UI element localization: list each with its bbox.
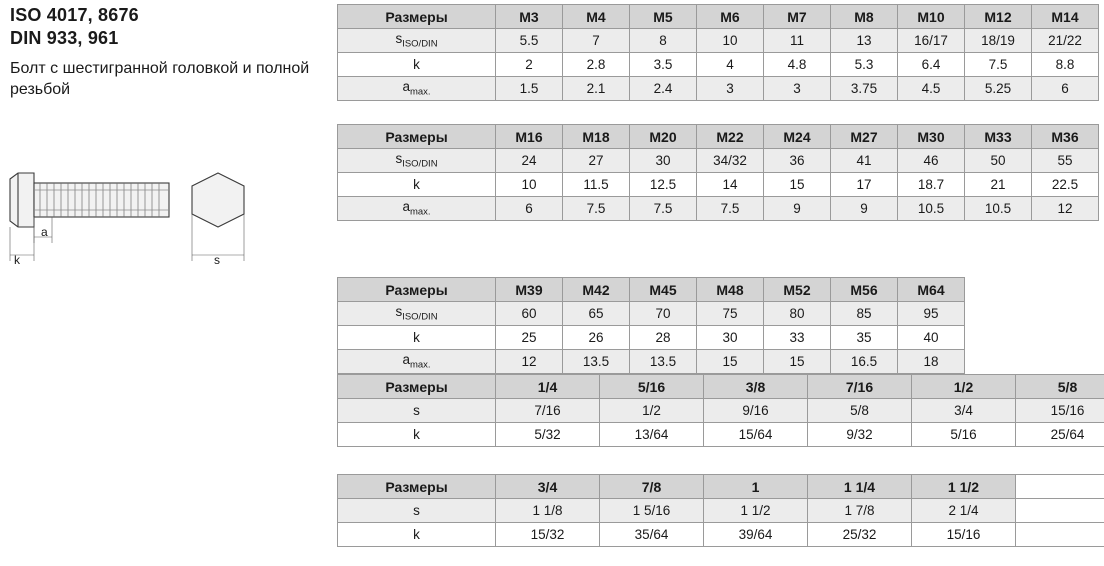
- cell: 2.8: [563, 53, 630, 77]
- cell: 25/64: [1016, 423, 1104, 447]
- row-label-a-max: $a_{max.}$: [338, 197, 496, 221]
- col-header: M27: [831, 125, 898, 149]
- cell-empty: [1016, 499, 1104, 523]
- cell: 3.5: [630, 53, 697, 77]
- col-header: 1 1/2: [912, 475, 1016, 499]
- col-header: M42: [563, 278, 630, 302]
- cell: 25/32: [808, 523, 912, 547]
- table-row: [338, 423, 1104, 447]
- table-row: [338, 53, 1099, 77]
- col-header: M8: [831, 5, 898, 29]
- cell: 7.5: [965, 53, 1032, 77]
- cell: 26: [563, 326, 630, 350]
- cell: 85: [831, 302, 898, 326]
- cell: 35: [831, 326, 898, 350]
- cell: 9/32: [808, 423, 912, 447]
- cell: 4.8: [764, 53, 831, 77]
- cell: 10.5: [898, 197, 965, 221]
- standard-line-1: ISO 4017, 8676: [10, 5, 139, 25]
- dim-label-k: k: [14, 253, 20, 267]
- cell: 10.5: [965, 197, 1032, 221]
- table-header-row: [338, 125, 1099, 149]
- cell: 16.5: [831, 350, 898, 374]
- table-row: [338, 149, 1099, 173]
- col-header: M16: [496, 125, 563, 149]
- row-label-s: s: [338, 499, 496, 523]
- col-header: M36: [1032, 125, 1099, 149]
- cell: 18/19: [965, 29, 1032, 53]
- cell: 2 1/4: [912, 499, 1016, 523]
- col-header: Размеры: [338, 375, 496, 399]
- cell: 4.5: [898, 77, 965, 101]
- cell: 65: [563, 302, 630, 326]
- cell: 9: [764, 197, 831, 221]
- col-header: 1 1/4: [808, 475, 912, 499]
- row-label-k: k: [338, 173, 496, 197]
- table-row: [338, 173, 1099, 197]
- cell: 70: [630, 302, 697, 326]
- cell: 18.7: [898, 173, 965, 197]
- col-header: M56: [831, 278, 898, 302]
- dim-label-a: a: [41, 225, 48, 239]
- cell: 15/32: [496, 523, 600, 547]
- cell: 15: [764, 350, 831, 374]
- cell: 2.1: [563, 77, 630, 101]
- cell: 21/22: [1032, 29, 1099, 53]
- table-row: [338, 197, 1099, 221]
- col-header: M33: [965, 125, 1032, 149]
- col-header: M22: [697, 125, 764, 149]
- cell: 5/32: [496, 423, 600, 447]
- cell: 5/16: [912, 423, 1016, 447]
- cell: 5/8: [808, 399, 912, 423]
- col-header: Размеры: [338, 475, 496, 499]
- col-header: M39: [496, 278, 563, 302]
- cell: 15/16: [1016, 399, 1104, 423]
- cell: 3: [764, 77, 831, 101]
- col-header: Размеры: [338, 125, 496, 149]
- cell: 7.5: [630, 197, 697, 221]
- cell: 34/32: [697, 149, 764, 173]
- cell: 55: [1032, 149, 1099, 173]
- cell: 6: [1032, 77, 1099, 101]
- table-header-row: [338, 475, 1104, 499]
- col-header: 1: [704, 475, 808, 499]
- product-info-block: [10, 4, 330, 100]
- cell: 1.5: [496, 77, 563, 101]
- cell: 15: [764, 173, 831, 197]
- cell: 75: [697, 302, 764, 326]
- table-header-row: [338, 278, 965, 302]
- cell: 15/16: [912, 523, 1016, 547]
- row-label-s-iso-din: $s_{ISO/DIN}$: [338, 149, 496, 173]
- cell: 21: [965, 173, 1032, 197]
- col-header: M3: [496, 5, 563, 29]
- cell: 10: [697, 29, 764, 53]
- col-header: 5/16: [600, 375, 704, 399]
- cell: 13: [831, 29, 898, 53]
- cell: 24: [496, 149, 563, 173]
- row-label-k: k: [338, 423, 496, 447]
- cell: 7.5: [697, 197, 764, 221]
- cell: 60: [496, 302, 563, 326]
- col-header: M48: [697, 278, 764, 302]
- table-inch-1: [337, 374, 1104, 447]
- cell: 3: [697, 77, 764, 101]
- table-row: [338, 523, 1104, 547]
- row-label-k: k: [338, 53, 496, 77]
- table-metric-3: [337, 277, 965, 374]
- table-header-row: [338, 5, 1099, 29]
- cell: 14: [697, 173, 764, 197]
- cell: 1 7/8: [808, 499, 912, 523]
- cell: 3/4: [912, 399, 1016, 423]
- hex-head-bolt-full-thread-icon: [0, 165, 330, 275]
- col-header: Размеры: [338, 5, 496, 29]
- row-label-s-iso-din: $s_{ISO/DIN}$: [338, 302, 496, 326]
- cell: 1/2: [600, 399, 704, 423]
- row-label-s: s: [338, 399, 496, 423]
- table-row: [338, 326, 965, 350]
- cell: 7: [563, 29, 630, 53]
- cell: 11.5: [563, 173, 630, 197]
- cell: 13.5: [563, 350, 630, 374]
- cell: 5.3: [831, 53, 898, 77]
- cell: 41: [831, 149, 898, 173]
- cell: 27: [563, 149, 630, 173]
- cell: 5.25: [965, 77, 1032, 101]
- dim-label-s: s: [214, 253, 220, 267]
- cell: 9: [831, 197, 898, 221]
- cell: 9/16: [704, 399, 808, 423]
- cell: 95: [898, 302, 965, 326]
- cell: 2.4: [630, 77, 697, 101]
- table-metric-2: [337, 124, 1099, 221]
- cell: 2: [496, 53, 563, 77]
- col-header-empty: [1016, 475, 1104, 499]
- col-header: M14: [1032, 5, 1099, 29]
- cell: 50: [965, 149, 1032, 173]
- cell: 80: [764, 302, 831, 326]
- table-row: [338, 77, 1099, 101]
- cell: 18: [898, 350, 965, 374]
- col-header: 5/8: [1016, 375, 1104, 399]
- cell: 33: [764, 326, 831, 350]
- table-row: [338, 350, 965, 374]
- cell: 16/17: [898, 29, 965, 53]
- col-header: M5: [630, 5, 697, 29]
- row-label-k: k: [338, 326, 496, 350]
- table-metric-1: [337, 4, 1099, 101]
- col-header: M18: [563, 125, 630, 149]
- cell: 6.4: [898, 53, 965, 77]
- col-header: 7/8: [600, 475, 704, 499]
- cell: 17: [831, 173, 898, 197]
- table-row: [338, 29, 1099, 53]
- cell: 10: [496, 173, 563, 197]
- table-row: [338, 399, 1104, 423]
- col-header: M24: [764, 125, 831, 149]
- col-header: M30: [898, 125, 965, 149]
- cell: 15: [697, 350, 764, 374]
- cell: 35/64: [600, 523, 704, 547]
- cell: 28: [630, 326, 697, 350]
- cell: 36: [764, 149, 831, 173]
- cell: 40: [898, 326, 965, 350]
- col-header: M45: [630, 278, 697, 302]
- col-header: 3/4: [496, 475, 600, 499]
- bolt-drawing: [0, 165, 330, 275]
- cell: 22.5: [1032, 173, 1099, 197]
- cell: 12: [496, 350, 563, 374]
- row-label-a-max: $a_{max.}$: [338, 77, 496, 101]
- col-header: M20: [630, 125, 697, 149]
- product-description: Болт с шестигранной головкой и полной резьбой: [10, 60, 310, 98]
- col-header: M64: [898, 278, 965, 302]
- cell: 12: [1032, 197, 1099, 221]
- cell: 6: [496, 197, 563, 221]
- col-header: M4: [563, 5, 630, 29]
- table-row: [338, 499, 1104, 523]
- cell: 46: [898, 149, 965, 173]
- cell: 8.8: [1032, 53, 1099, 77]
- cell: 15/64: [704, 423, 808, 447]
- cell: 30: [697, 326, 764, 350]
- col-header: M6: [697, 5, 764, 29]
- cell: 4: [697, 53, 764, 77]
- standard-line-2: DIN 933, 961: [10, 28, 119, 48]
- cell-empty: [1016, 523, 1104, 547]
- cell: 11: [764, 29, 831, 53]
- table-header-row: [338, 375, 1104, 399]
- col-header: M10: [898, 5, 965, 29]
- col-header: 1/4: [496, 375, 600, 399]
- table-row: [338, 302, 965, 326]
- cell: 25: [496, 326, 563, 350]
- row-label-k: k: [338, 523, 496, 547]
- cell: 5.5: [496, 29, 563, 53]
- col-header: M7: [764, 5, 831, 29]
- row-label-a-max: $a_{max.}$: [338, 350, 496, 374]
- cell: 1 1/8: [496, 499, 600, 523]
- cell: 8: [630, 29, 697, 53]
- cell: 30: [630, 149, 697, 173]
- cell: 3.75: [831, 77, 898, 101]
- cell: 13.5: [630, 350, 697, 374]
- col-header: M12: [965, 5, 1032, 29]
- cell: 1 5/16: [600, 499, 704, 523]
- col-header: M52: [764, 278, 831, 302]
- cell: 1 1/2: [704, 499, 808, 523]
- col-header: 7/16: [808, 375, 912, 399]
- col-header: Размеры: [338, 278, 496, 302]
- cell: 7.5: [563, 197, 630, 221]
- cell: 39/64: [704, 523, 808, 547]
- col-header: 1/2: [912, 375, 1016, 399]
- table-inch-2: [337, 474, 1104, 547]
- cell: 7/16: [496, 399, 600, 423]
- cell: 13/64: [600, 423, 704, 447]
- col-header: 3/8: [704, 375, 808, 399]
- row-label-s-iso-din: $s_{ISO/DIN}$: [338, 29, 496, 53]
- cell: 12.5: [630, 173, 697, 197]
